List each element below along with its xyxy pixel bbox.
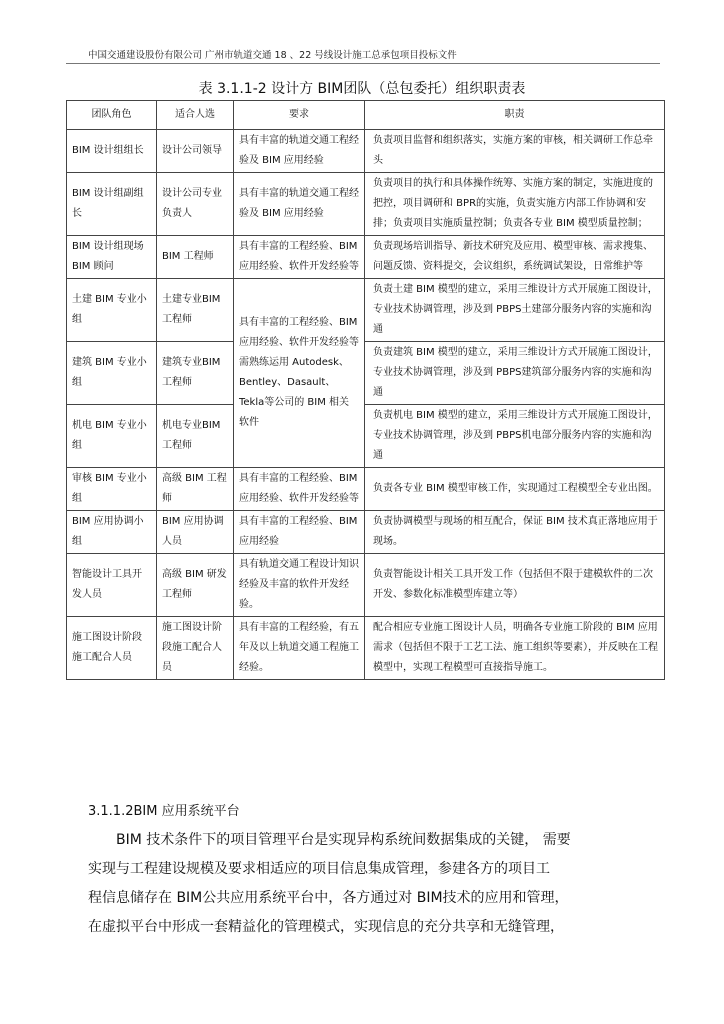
role-cell: BIM 应用协调小组	[67, 511, 157, 554]
duty-cell: 配合相应专业施工图设计人员，明确各专业施工阶段的 BIM 应用需求（包括但不限于工艺工法、施工组织等要素），并反映在工程模型中，实现工程模型可直接指导施工。	[365, 617, 665, 680]
requirement-cell: 具有丰富的工程经验、BIM 应用经验、软件开发经验等	[234, 236, 365, 279]
person-cell: 施工图设计阶段施工配合人员	[157, 617, 234, 680]
person-cell: 高级 BIM 工程师	[157, 468, 234, 511]
header-divider	[66, 63, 660, 64]
duty-cell: 负责智能设计相关工具开发工作（包括但不限于建模软件的二次开发、参数化标准模型库建立等）	[365, 554, 665, 617]
responsibility-table	[66, 100, 665, 680]
requirement-cell: 具有丰富的轨道交通工程经验及 BIM 应用经验	[234, 130, 365, 173]
table-row	[67, 279, 665, 342]
duty-cell: 负责建筑 BIM 模型的建立，采用三维设计方式开展施工图设计，专业技术协调管理，涉及到 PBPS建筑部分服务内容的实施和沟通	[365, 342, 665, 405]
person-cell: 设计公司领导	[157, 130, 234, 173]
table-header-row	[67, 101, 665, 130]
requirement-cell: 具有丰富的工程经验、BIM 应用经验、软件开发经验等	[234, 468, 365, 511]
requirement-cell: 具有丰富的轨道交通工程经验及 BIM 应用经验	[234, 173, 365, 236]
duty-cell: 负责各专业 BIM 模型审核工作，实现通过工程模型全专业出图。	[365, 468, 665, 511]
role-cell: 施工图设计阶段施工配合人员	[67, 617, 157, 680]
table-row	[67, 173, 665, 236]
duty-cell: 负责项目的执行和具体操作统筹、实施方案的制定，实施进度的把控，项目调研和 BPR的实施，负责实施方内部工作协调和安排；负责项目实施质量控制；负责各专业 BIM 模型质量控制；	[365, 173, 665, 236]
paragraph-line: 程信息储存在 BIM公共应用系统平台中，各方通过对 BIM技术的应用和管理，	[88, 890, 569, 906]
role-cell: 智能设计工具开发人员	[67, 554, 157, 617]
duty-cell: 负责机电 BIM 模型的建立，采用三维设计方式开展施工图设计，专业技术协调管理，涉及到 PBPS机电部分服务内容的实施和沟通	[365, 405, 665, 468]
body-paragraph	[88, 826, 668, 942]
person-cell: BIM 应用协调人员	[157, 511, 234, 554]
duty-cell: 负责项目监督和组织落实，实施方案的审核，相关调研工作总牵头	[365, 130, 665, 173]
duty-cell: 负责土建 BIM 模型的建立，采用三维设计方式开展施工图设计，专业技术协调管理，涉及到 PBPS土建部分服务内容的实施和沟通	[365, 279, 665, 342]
role-cell: 土建 BIM 专业小组	[67, 279, 157, 342]
column-header-person: 适合人选	[157, 101, 234, 130]
table-row	[67, 130, 665, 173]
table-row	[67, 468, 665, 511]
role-cell: BIM 设计组副组长	[67, 173, 157, 236]
section-heading: 3.1.1.2BIM 应用系统平台	[88, 804, 240, 819]
table-row	[67, 405, 665, 468]
requirement-cell: 具有轨道交通工程设计知识经验及丰富的软件开发经验。	[234, 554, 365, 617]
paragraph-line: 实现与工程建设规模及要求相适应的项目信息集成管理，参建各方的项目工	[88, 861, 550, 877]
requirement-cell: 具有丰富的工程经验，有五年及以上轨道交通工程施工经验。	[234, 617, 365, 680]
column-header-role: 团队角色	[67, 101, 157, 130]
role-cell: 建筑 BIM 专业小组	[67, 342, 157, 405]
person-cell: 土建专业BIM 工程师	[157, 279, 234, 342]
table-row	[67, 236, 665, 279]
duty-cell: 负责协调模型与现场的相互配合，保证 BIM 技术真正落地应用于现场。	[365, 511, 665, 554]
person-cell: 建筑专业BIM 工程师	[157, 342, 234, 405]
paragraph-line: 在虚拟平台中形成一套精益化的管理模式，实现信息的充分共享和无缝管理，	[88, 919, 564, 935]
table-row	[67, 554, 665, 617]
column-header-requirement: 要求	[234, 101, 365, 130]
table-caption: 表 3.1.1-2 设计方 BIM团队（总包委托）组织职责表	[198, 81, 526, 97]
table-row	[67, 511, 665, 554]
role-cell: BIM 设计组现场 BIM 顾问	[67, 236, 157, 279]
requirement-cell: 具有丰富的工程经验、BIM 应用经验、软件开发经验等需熟练运用 Autodesk、Bentley、Dasault、Tekla等公司的 BIM 相关软件	[234, 279, 365, 468]
role-cell: 审核 BIM 专业小组	[67, 468, 157, 511]
role-cell: 机电 BIM 专业小组	[67, 405, 157, 468]
requirement-cell: 具有丰富的工程经验、BIM 应用经验	[234, 511, 365, 554]
person-cell: 高级 BIM 研发工程师	[157, 554, 234, 617]
column-header-duty: 职责	[365, 101, 665, 130]
person-cell: BIM 工程师	[157, 236, 234, 279]
person-cell: 设计公司专业负责人	[157, 173, 234, 236]
table-row	[67, 342, 665, 405]
table-row	[67, 617, 665, 680]
page-header: 中国交通建设股份有限公司 广州市轨道交通 18 、22 号线设计施工总承包项目投标文件	[88, 50, 457, 61]
role-cell: BIM 设计组组长	[67, 130, 157, 173]
duty-cell: 负责现场培训指导、新技术研究及应用、模型审核、需求搜集、问题反馈、资料提交，会议组织，系统调试架设，日常维护等	[365, 236, 665, 279]
person-cell: 机电专业BIM 工程师	[157, 405, 234, 468]
paragraph-line: BIM 技术条件下的项目管理平台是实现异构系统间数据集成的关键， 需要	[88, 832, 571, 848]
